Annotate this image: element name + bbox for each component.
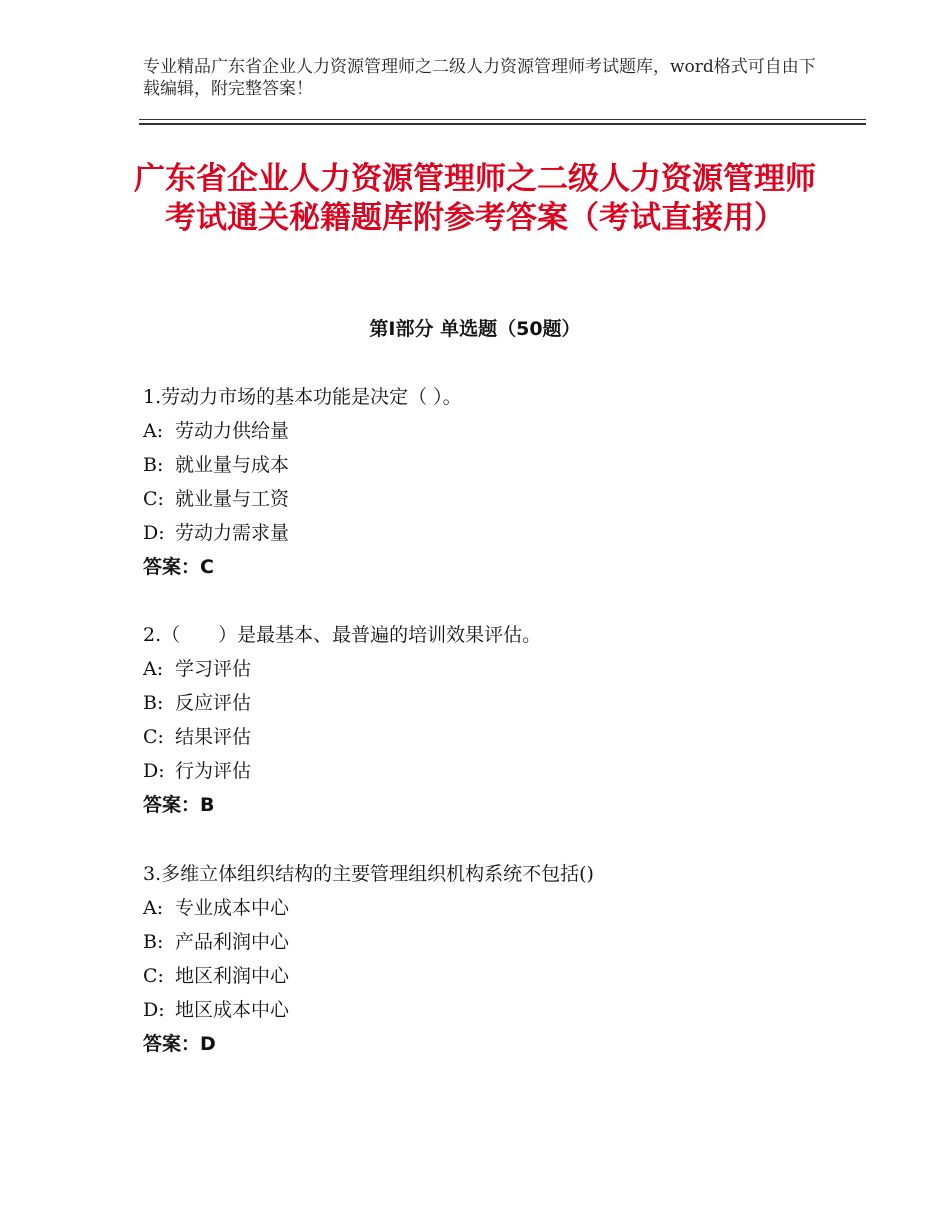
option-text: 学习评估 [175, 658, 252, 680]
option-key: D: [143, 999, 165, 1021]
option-key: C: [143, 488, 164, 510]
document-title: 广东省企业人力资源管理师之二级人力资源管理师考试通关秘籍题库附参考答案（考试直接用） [134, 161, 816, 236]
option-text: 劳动力供给量 [175, 420, 290, 442]
question-2 [143, 618, 843, 822]
option-key: D: [143, 522, 165, 544]
question-stem: 3.多维立体组织结构的主要管理组织机构系统不包括() [143, 863, 594, 885]
option-d [143, 516, 843, 550]
question-stem: 2.（ ）是最基本、最普遍的培训效果评估。 [143, 624, 542, 646]
section-title: 第Ⅰ部分 单选题（50题） [369, 318, 581, 340]
option-key: D: [143, 760, 165, 782]
option-c [143, 482, 843, 516]
option-text: 结果评估 [175, 726, 252, 748]
option-a [143, 652, 843, 686]
answer-line: 答案：C [143, 556, 214, 578]
option-text: 地区成本中心 [175, 999, 290, 1021]
option-text: 就业量与工资 [175, 488, 290, 510]
header-divider-thick [139, 123, 866, 125]
header-divider-thin [139, 119, 866, 120]
option-a [143, 891, 843, 925]
option-text: 产品利润中心 [175, 931, 290, 953]
option-a [143, 414, 843, 448]
option-text: 就业量与成本 [175, 454, 290, 476]
option-text: 专业成本中心 [175, 897, 290, 919]
option-c [143, 720, 843, 754]
option-c [143, 959, 843, 993]
option-d [143, 993, 843, 1027]
option-b [143, 686, 843, 720]
header-note: 专业精品广东省企业人力资源管理师之二级人力资源管理师考试题库，word格式可自由下载编辑，附完整答案！ [143, 57, 816, 99]
option-key: B: [143, 692, 164, 714]
option-key: A: [143, 420, 164, 442]
option-key: A: [143, 658, 164, 680]
option-b [143, 925, 843, 959]
option-text: 反应评估 [175, 692, 252, 714]
option-key: A: [143, 897, 164, 919]
question-stem: 1.劳动力市场的基本功能是决定（ ）。 [143, 386, 462, 408]
question-1 [143, 380, 843, 584]
option-text: 地区利润中心 [175, 965, 290, 987]
answer-line: 答案：B [143, 794, 215, 816]
option-text: 行为评估 [175, 760, 252, 782]
option-text: 劳动力需求量 [175, 522, 290, 544]
question-3 [143, 857, 843, 1061]
option-key: B: [143, 454, 164, 476]
answer-line: 答案：D [143, 1033, 216, 1055]
option-key: C: [143, 726, 164, 748]
option-d [143, 754, 843, 788]
option-key: B: [143, 931, 164, 953]
option-key: C: [143, 965, 164, 987]
option-b [143, 448, 843, 482]
